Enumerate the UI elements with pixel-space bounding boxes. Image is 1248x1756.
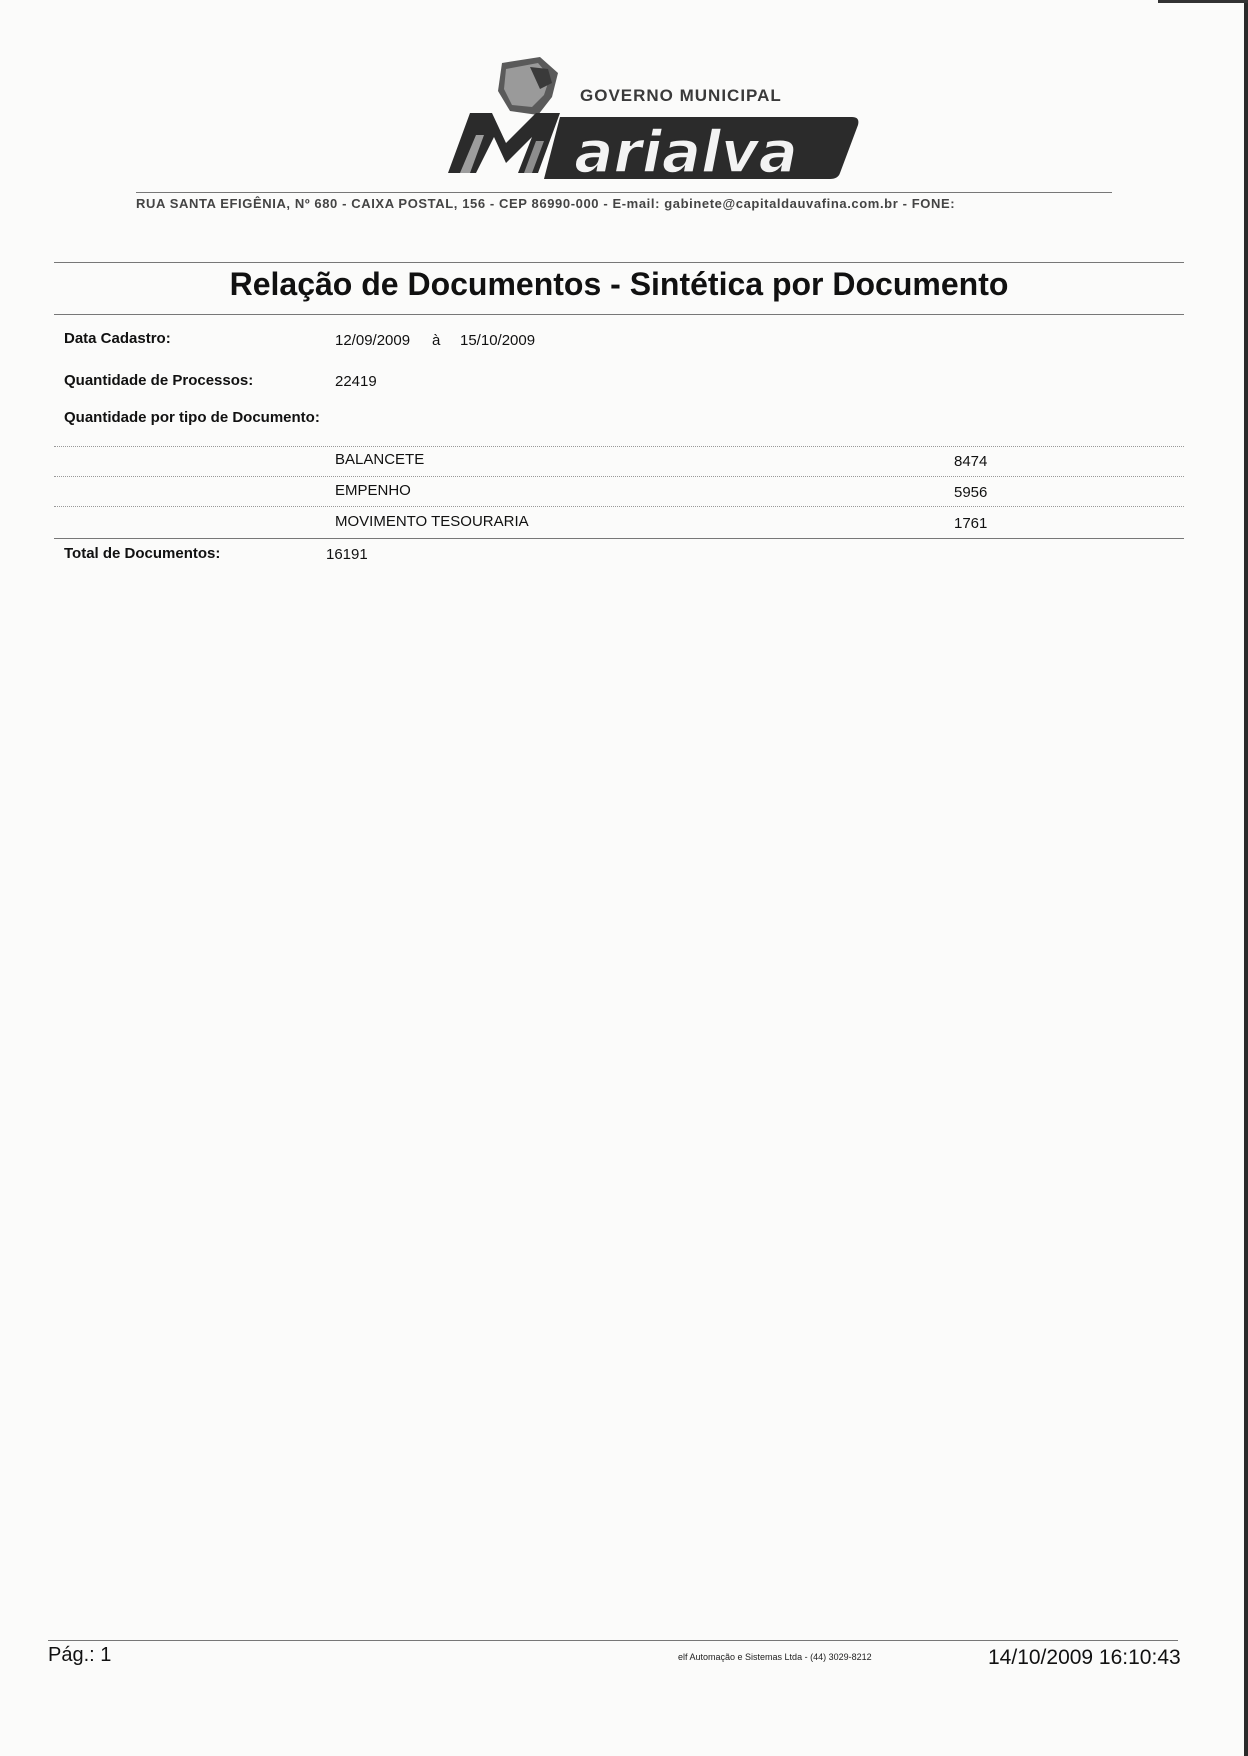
logo-wordmark: arialva xyxy=(574,118,798,180)
table-row-type: BALANCETE xyxy=(335,451,425,468)
title-rule-top xyxy=(54,262,1184,263)
date-to: 15/10/2009 xyxy=(460,332,536,349)
page-title: Relação de Documentos - Sintética por Documento xyxy=(229,266,1009,302)
scan-edge xyxy=(1244,0,1248,1756)
date-from: 12/09/2009 xyxy=(335,332,411,349)
address-line: RUA SANTA EFIGÊNIA, Nº 680 - CAIXA POSTAL, 156 - CEP 86990-000 - E-mail: gabinete@capitaldauvafina.com.br - FONE: xyxy=(136,196,956,211)
table-row-quantity: 1761 xyxy=(954,515,988,532)
table-row-quantity: 8474 xyxy=(954,453,988,470)
address-rule xyxy=(136,192,1112,193)
row-divider xyxy=(54,506,1184,507)
table-row-type: MOVIMENTO TESOURARIA xyxy=(335,513,529,530)
table-row-type: EMPENHO xyxy=(335,482,411,499)
page-number: Pág.: 1 xyxy=(48,1644,112,1666)
qtd-tipo-label: Quantidade por tipo de Documento: xyxy=(64,409,320,426)
data-cadastro-label: Data Cadastro: xyxy=(64,330,171,347)
scan-edge-top xyxy=(1158,0,1248,3)
table-row-quantity: 5956 xyxy=(954,484,988,501)
total-value: 16191 xyxy=(326,546,368,563)
total-label: Total de Documentos: xyxy=(64,545,221,562)
print-datetime: 14/10/2009 16:10:43 xyxy=(988,1646,1181,1669)
footer-rule xyxy=(48,1640,1178,1641)
company-credit: elf Automação e Sistemas Ltda - (44) 3029-8212 xyxy=(678,1652,872,1662)
date-separator: à xyxy=(432,332,441,349)
row-divider xyxy=(54,476,1184,477)
total-rule xyxy=(54,538,1184,539)
qtd-processos-value: 22419 xyxy=(335,373,377,390)
row-divider xyxy=(54,446,1184,447)
logo-top-text: GOVERNO MUNICIPAL xyxy=(580,86,782,105)
title-rule-bottom xyxy=(54,314,1184,315)
municipal-logo xyxy=(440,55,860,180)
qtd-processos-label: Quantidade de Processos: xyxy=(64,372,254,389)
